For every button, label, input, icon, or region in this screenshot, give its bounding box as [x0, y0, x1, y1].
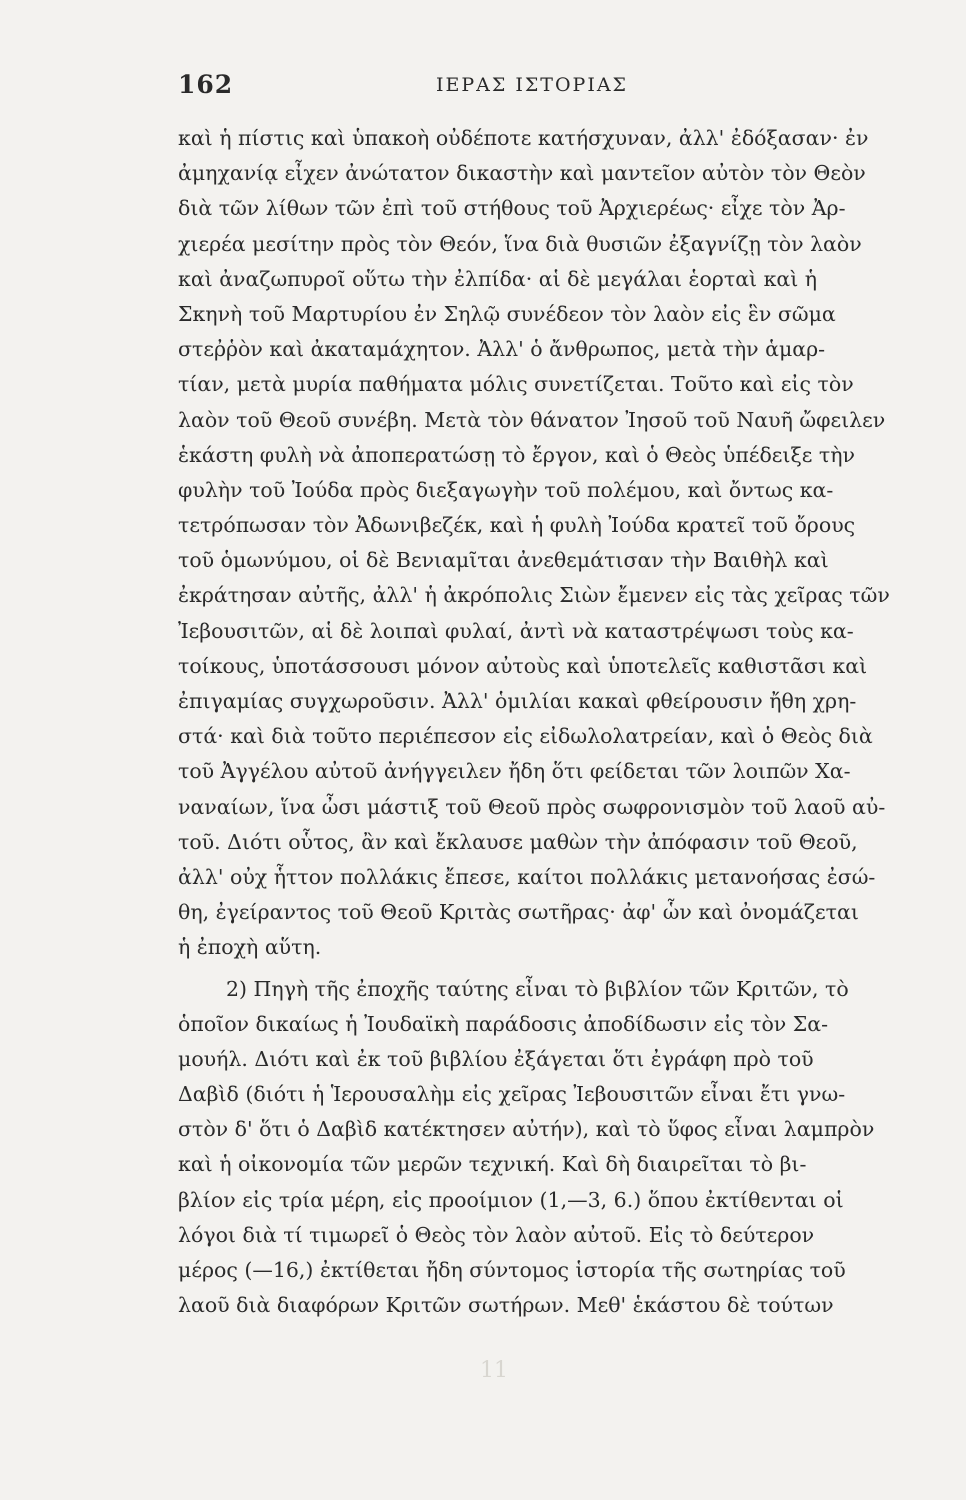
text-line: ὁποῖον δικαίως ἡ Ἰουδαϊκὴ παράδοσις ἀποδίδωσιν εἰς τὸν Σα- — [178, 1011, 829, 1036]
text-line: λόγοι διὰ τί τιμωρεῖ ὁ Θεὸς τὸν λαὸν αὐτοῦ. Εἰς τὸ δεύτερον — [178, 1222, 815, 1247]
signature-mark: 11 — [480, 1358, 508, 1383]
text-line: 2) Πηγὴ τῆς ἐποχῆς ταύτης εἶναι τὸ βιβλίον τῶν Κριτῶν, τὸ — [226, 976, 849, 1001]
text-line: ναναίων, ἵνα ὦσι μάστιξ τοῦ Θεοῦ πρὸς σωφρονισμὸν τοῦ λαοῦ αὐ- — [178, 794, 886, 819]
text-line: τοίκους, ὑποτάσσουσι μόνον αὐτοὺς καὶ ὑποτελεῖς καθιστᾶσι καὶ — [178, 653, 868, 678]
text-line: ἐκράτησαν αὐτῆς, ἀλλ' ἡ ἀκρόπολις Σιὼν ἔμενεν εἰς τὰς χεῖρας τῶν — [178, 583, 890, 608]
body-text — [178, 121, 896, 1323]
text-line: μουήλ. Διότι καὶ ἐκ τοῦ βιβλίου ἐξάγεται ὅτι ἐγράφη πρὸ τοῦ — [178, 1046, 814, 1071]
paragraph-1 — [178, 121, 896, 966]
text-line: χιερέα μεσίτην πρὸς τὸν Θεόν, ἵνα διὰ θυσιῶν ἐξαγνίζῃ τὸν λαὸν — [178, 231, 862, 256]
text-line: Σκηνὴ τοῦ Μαρτυρίου ἐν Σηλῷ συνέδεον τὸν λαὸν εἰς ἓν σῶμα — [178, 301, 836, 326]
text-line: Δαβὶδ (διότι ἡ Ἱερουσαλὴμ εἰς χεῖρας Ἰεβουσιτῶν εἶναι ἔτι γνω- — [178, 1082, 846, 1107]
text-line: ἐπιγαμίας συγχωροῦσιν. Ἀλλ' ὁμιλίαι κακαὶ φθείρουσιν ἤθη χρη- — [178, 689, 857, 713]
running-title: ΙΕΡΑΣ ΙΣΤΟΡΙΑΣ — [436, 74, 628, 96]
text-line: ἀλλ' οὐχ ἧττον πολλάκις ἔπεσε, καίτοι πολλάκις μετανοήσας ἐσώ- — [178, 864, 876, 889]
text-line: βλίον εἰς τρία μέρη, εἰς προοίμιον (1,—3, 6.) ὅπου ἐκτίθενται οἱ — [178, 1187, 844, 1212]
text-line: λαὸν τοῦ Θεοῦ συνέβη. Μετὰ τὸν θάνατον Ἰησοῦ τοῦ Ναυῆ ὤφειλεν — [178, 407, 886, 432]
text-line: τοῦ Ἀγγέλου αὐτοῦ ἀνήγγειλεν ἤδη ὅτι φείδεται τῶν λοιπῶν Χα- — [178, 759, 851, 784]
text-line: στεῤῥὸν καὶ ἀκαταμάχητον. Ἀλλ' ὁ ἄνθρωπος, μετὰ τὴν ἁμαρ- — [178, 337, 826, 362]
text-line: τετρόπωσαν τὸν Ἀδωνιβεζέκ, καὶ ἡ φυλὴ Ἰούδα κρατεῖ τοῦ ὄρους — [178, 513, 856, 538]
text-line: διὰ τῶν λίθων τῶν ἐπὶ τοῦ στήθους τοῦ Ἀρχιερέως· εἶχε τὸν Ἀρ- — [178, 196, 846, 221]
text-line: τίαν, μετὰ μυρία παθήματα μόλις συνετίζεται. Τοῦτο καὶ εἰς τὸν — [178, 372, 854, 397]
text-line: Ἰεβουσιτῶν, αἱ δὲ λοιπαὶ φυλαί, ἀντὶ νὰ καταστρέψωσι τοὺς κα- — [178, 618, 854, 643]
text-line: τοῦ. Διότι οὗτος, ἂν καὶ ἔκλαυσε μαθὼν τὴν ἀπόφασιν τοῦ Θεοῦ, — [178, 829, 858, 854]
text-line: ἑκάστη φυλὴ νὰ ἀποπερατώσῃ τὸ ἔργον, καὶ ὁ Θεὸς ὑπέδειξε τὴν — [178, 442, 855, 467]
text-line: λαοῦ διὰ διαφόρων Κριτῶν σωτήρων. Μεθ' ἑκάστου δὲ τούτων — [178, 1293, 834, 1318]
text-line: ἀμηχανίᾳ εἶχεν ἀνώτατον δικαστὴν καὶ μαντεῖον αὐτὸν τὸν Θεὸν — [178, 161, 866, 186]
text-line: καὶ ἀναζωπυροῖ οὕτω τὴν ἐλπίδα· αἱ δὲ μεγάλαι ἑορταὶ καὶ ἡ — [178, 266, 818, 291]
text-line: φυλὴν τοῦ Ἰούδα πρὸς διεξαγωγὴν τοῦ πολέμου, καὶ ὄντως κα- — [178, 477, 834, 502]
text-line: ἡ ἐποχὴ αὕτη. — [178, 935, 322, 960]
paragraph-2 — [178, 972, 896, 1324]
text-line: στά· καὶ διὰ τοῦτο περιέπεσον εἰς εἰδωλολατρείαν, καὶ ὁ Θεὸς διὰ — [178, 724, 873, 749]
text-line: καὶ ἡ οἰκονομία τῶν μερῶν τεχνική. Καὶ δὴ διαιρεῖται τὸ βι- — [178, 1152, 807, 1177]
page-number: 162 — [178, 70, 234, 99]
text-line: τοῦ ὁμωνύμου, οἱ δὲ Βενιαμῖται ἀνεθεμάτισαν τὴν Βαιθὴλ καὶ — [178, 548, 829, 573]
page-header — [178, 70, 896, 110]
text-line: μέρος (—16,) ἐκτίθεται ἤδη σύντομος ἱστορία τῆς σωτηρίας τοῦ — [178, 1258, 846, 1282]
text-line: στὸν δ' ὅτι ὁ Δαβὶδ κατέκτησεν αὐτήν), καὶ τὸ ὕφος εἶναι λαμπρὸν — [178, 1117, 875, 1142]
text-line: θη, ἐγείραντος τοῦ Θεοῦ Κριτὰς σωτῆρας· ἀφ' ὧν καὶ ὀνομάζεται — [178, 900, 859, 925]
text-line: καὶ ἡ πίστις καὶ ὑπακοὴ οὐδέποτε κατήσχυναν, ἀλλ' ἐδόξασαν· ἐν — [178, 126, 869, 150]
